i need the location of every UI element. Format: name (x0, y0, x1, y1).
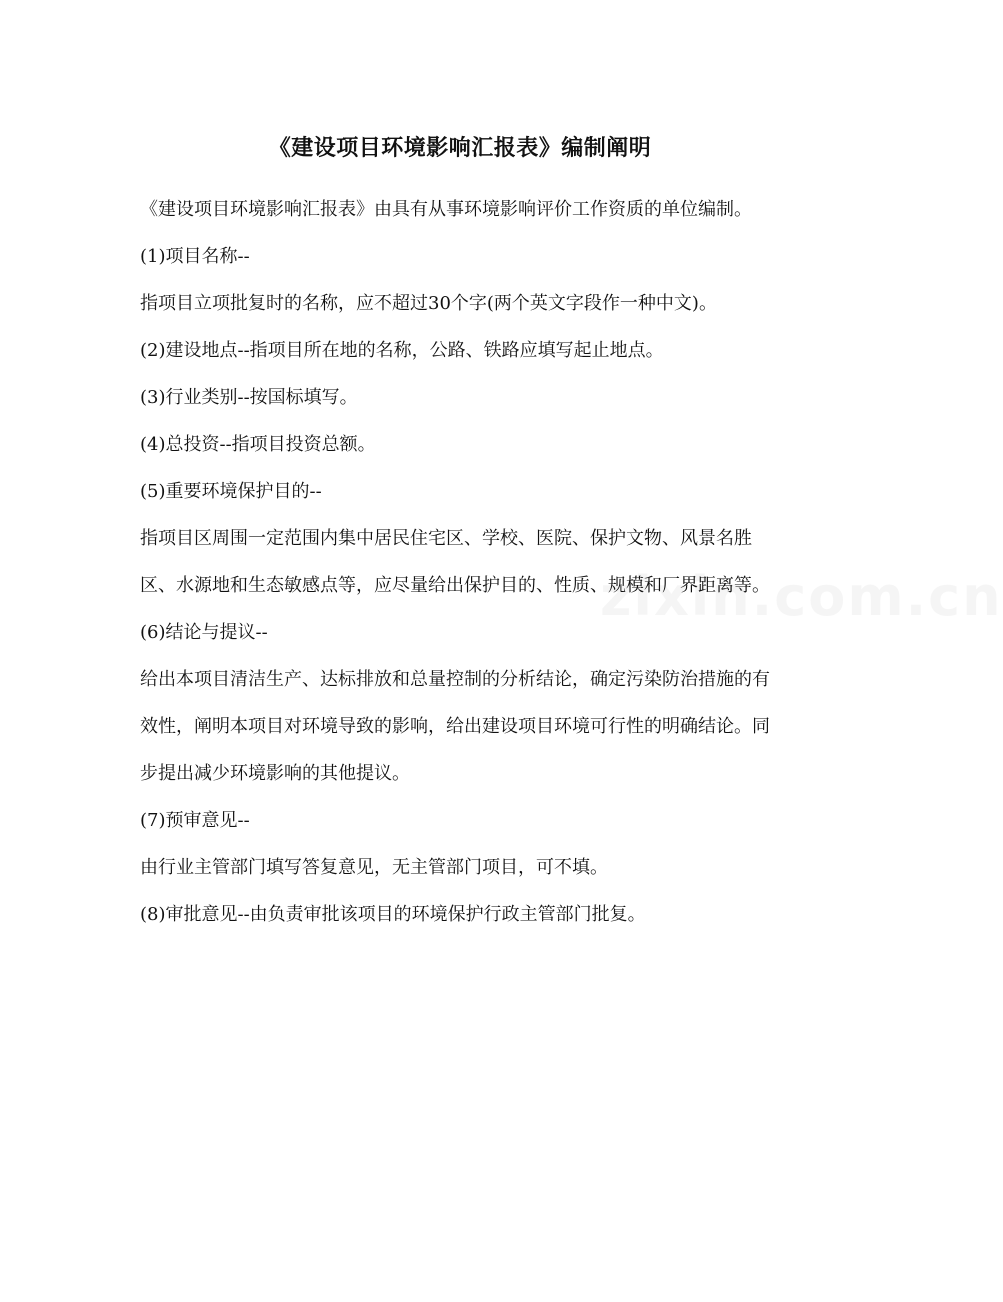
watermark: zixin.com.cn (600, 565, 1003, 628)
item-3: (3)行业类别--按国标填写。 (140, 387, 358, 408)
item-8: (8)审批意见--由负责审批该项目的环境保护行政主管部门批复。 (140, 904, 646, 925)
item-6-description: 给出本项目清洁生产、达标排放和总量控制的分析结论，确定污染防治措施的有效性，阐明本项目对环境导致的影响，给出建设项目环境可行性的明确结论。同步提出减少环境影响的其他提议。 (140, 669, 770, 784)
item-2: (2)建设地点--指项目所在地的名称，公路、铁路应填写起止地点。 (140, 340, 664, 361)
item-4: (4)总投资--指项目投资总额。 (140, 434, 376, 455)
item-1-heading: (1)项目名称-- (140, 246, 250, 267)
document-title: 《建设项目环境影响汇报表》编制阐明 (268, 135, 652, 161)
item-5-description: 指项目区周围一定范围内集中居民住宅区、学校、医院、保护文物、风景名胜区、水源地和生态敏感点等，应尽量给出保护目的、性质、规模和厂界距离等。 (140, 528, 770, 596)
document-body (140, 186, 785, 938)
paragraph-intro: 《建设项目环境影响汇报表》由具有从事环境影响评价工作资质的单位编制。 (140, 199, 752, 220)
item-7-heading: (7)预审意见-- (140, 810, 250, 831)
item-7-description: 由行业主管部门填写答复意见，无主管部门项目，可不填。 (140, 857, 608, 878)
item-1-description: 指项目立项批复时的名称，应不超过30个字(两个英文字段作一种中文)。 (140, 293, 717, 314)
item-6-heading: (6)结论与提议-- (140, 622, 268, 643)
item-5-heading: (5)重要环境保护目的-- (140, 481, 322, 502)
